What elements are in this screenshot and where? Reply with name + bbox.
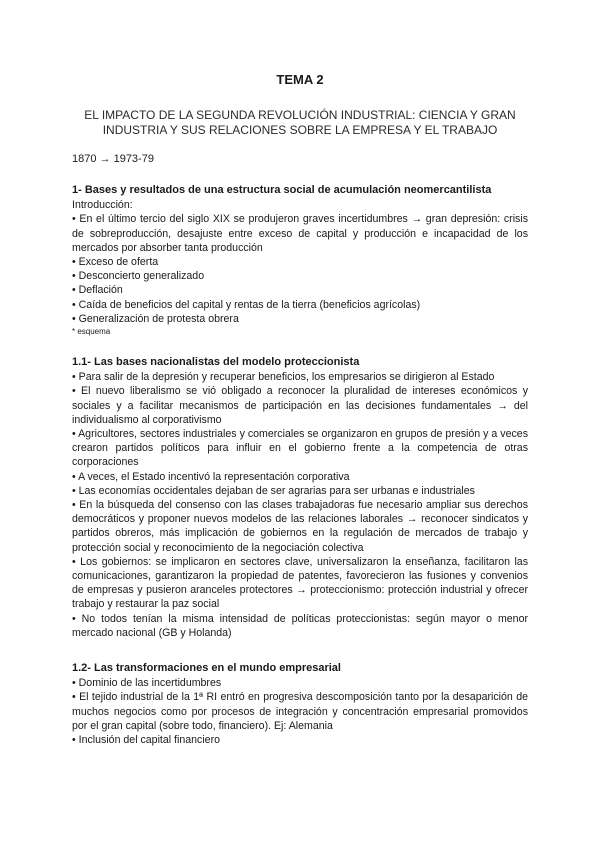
list-item: • Para salir de la depresión y recuperar beneficios, los empresarios se dirigieron al Estado (72, 371, 495, 384)
list-item: • Inclusión del capital financiero (72, 734, 220, 747)
page-subtitle: EL IMPACTO DE LA SEGUNDA REVOLUCIÓN INDUSTRIAL: CIENCIA Y GRAN INDUSTRIA Y SUS RELACIONES SOBRE LA EMPRESA Y EL TRABAJO (84, 108, 516, 137)
list-item: • Los gobiernos: se implicaron en sectores clave, universalizaron la enseñanza, facilitaron las comunicaciones, garantizaron la propiedad de patentes, favorecieron las fusiones y convenios de empresas y pusieron aranceles protectores → proteccionismo: protección industrial y ofrecer trabajo y restaurar la paz social (72, 555, 528, 611)
list-item: • En la búsqueda del consenso con las clases trabajadoras fue necesario ampliar sus derechos democráticos y proponer nuevos modelos de las relaciones laborales → reconocer sindicatos y partidos obreros, más implicación de gobiernos en la regulación de mercados de trabajo y protección social y reconocimiento de la negociación colectiva (72, 499, 528, 554)
section-1-1 (72, 355, 528, 640)
list-item: • Exceso de oferta (72, 256, 159, 269)
list-item: • Las economías occidentales dejaban de ser agrarias para ser urbanas e industriales (72, 484, 475, 497)
list-item: • Agricultores, sectores industriales y comerciales se organizaron en grupos de presión y a veces crearon partidos políticos para influir en el gobierno frente a la competencia de otras corporaciones (72, 428, 528, 469)
section-1-intro: Introducción: (72, 199, 133, 212)
list-item: • No todos tenían la misma intensidad de políticas proteccionistas: según mayor o menor mercado nacional (GB y Holanda) (72, 612, 528, 639)
period-label: 1870 → 1973-79 (72, 153, 154, 165)
list-item: • El tejido industrial de la 1ª RI entró en progresiva descomposición tanto por la desaparición de muchos negocios como por procesos de integración y concentración empresarial promovidos por el gran capital (sobre todo, financiero). Ej: Alemania (72, 691, 528, 732)
section-1-2-heading: 1.2- Las transformaciones en el mundo empresarial (72, 662, 341, 674)
list-item: • Desconcierto generalizado (72, 270, 205, 283)
list-item: • El nuevo liberalismo se vió obligado a reconocer la pluralidad de intereses económicos y sociales y a facilitar mecanismos de participación en las decisiones fundamentales → del individualismo al corporativismo (72, 385, 528, 426)
section-1-1-heading: 1.1- Las bases nacionalistas del modelo proteccionista (72, 356, 360, 368)
list-item: • Generalización de protesta obrera (72, 312, 239, 325)
list-item: • Dominio de las incertidumbres (72, 677, 222, 690)
list-item: • Deflación (72, 284, 123, 297)
section-1-heading: 1- Bases y resultados de una estructura social de acumulación neomercantilista (72, 184, 492, 196)
section-1 (72, 183, 528, 338)
page-title: TEMA 2 (276, 72, 324, 87)
section-1-2 (72, 661, 528, 747)
list-item: • A veces, el Estado incentivó la representación corporativa (72, 470, 350, 483)
list-item: • En el último tercio del siglo XIX se produjeron graves incertidumbres → gran depresión: crisis de sobreproducción, desajuste entre exceso de capital y producción e incapacidad de los mercados por absorber tanta producción (72, 213, 528, 254)
section-1-note: * esquema (72, 327, 111, 337)
list-item: • Caída de beneficios del capital y rentas de la tierra (beneficios agrícolas) (72, 298, 421, 311)
